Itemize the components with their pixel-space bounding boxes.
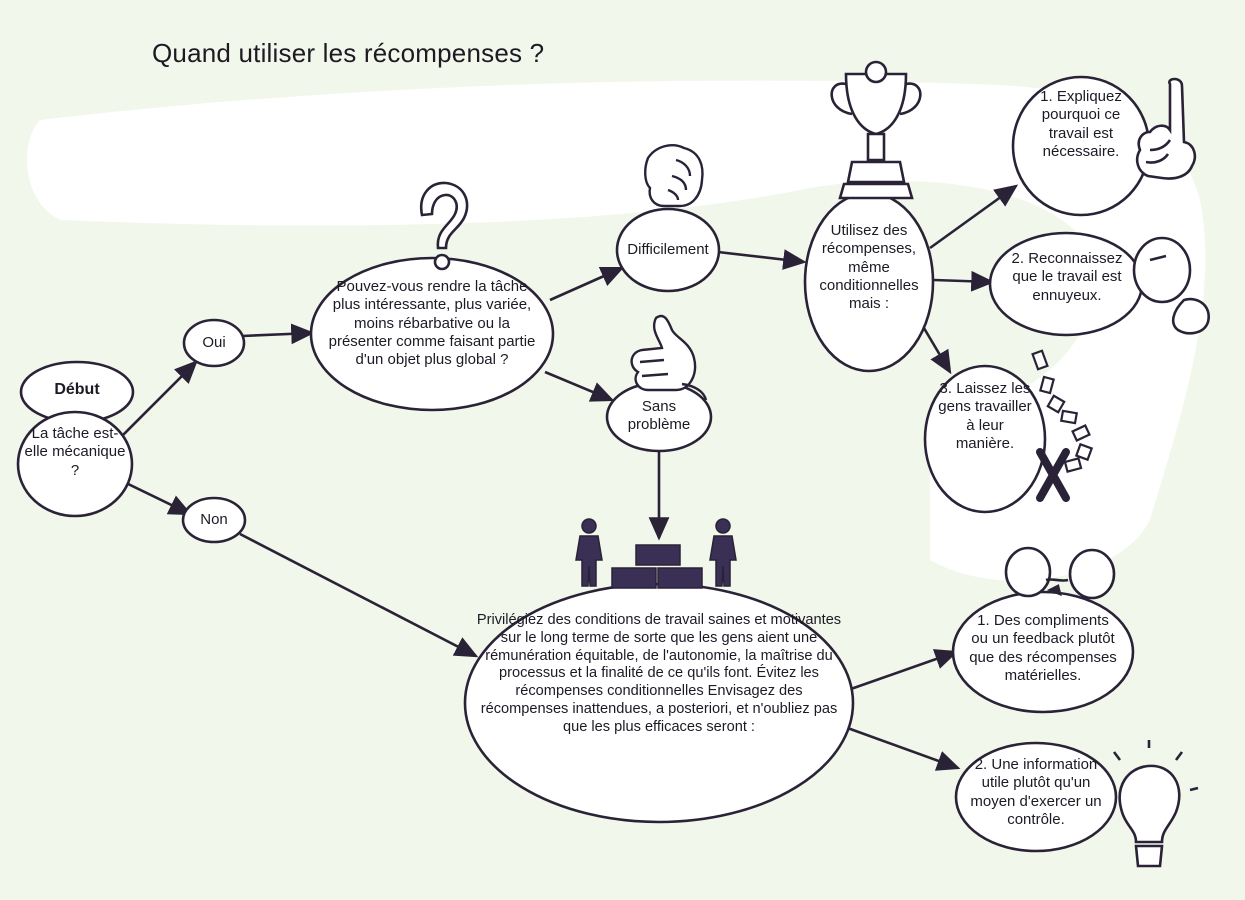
node-step2-label: 2. Reconnaissez que le travail est ennuyeux. — [1011, 250, 1123, 304]
node-debut-label: Début — [54, 381, 100, 398]
arrow-question-difficilement — [550, 268, 622, 300]
arrow-start-non — [120, 480, 190, 514]
arrow-oui-question — [242, 333, 312, 336]
node-step1-label: 1. Expliquez pourquoi ce travail est nécessaire. — [1040, 88, 1122, 160]
arrow-utilisez-step2 — [934, 280, 992, 282]
question-mark-icon — [421, 183, 467, 269]
node-information-label: 2. Une information utile plutôt qu'un moyen d'exercer un contrôle. — [970, 756, 1102, 828]
node-oui-label: Oui — [202, 334, 226, 351]
node-start-question-label: La tâche est-elle mécanique ? — [24, 425, 126, 479]
page-title: Quand utiliser les récompenses ? — [152, 38, 545, 68]
node-privilegiez-label: Privilégiez des conditions de travail saines et motivantes sur le long terme de sorte que les gens aient une rémunération équitable, de l'autonomie, la maîtrise du processus et la finalité de ce qu'ils font. Évitez les récompenses conditionnelles Envisagez des récompenses inattendues, a posteriori, et n'oubliez pas que les plus efficaces seront : — [476, 612, 842, 735]
arrow-non-privilegiez — [240, 534, 476, 656]
arrow-utilisez-step1 — [930, 186, 1016, 248]
node-utilisez-label: Utilisez des récompenses, même conditionnelles mais : — [819, 222, 919, 313]
node-question-label: Pouvez-vous rendre la tâche plus intéressante, plus variée, moins rébarbative ou la présenter comme faisant partie d'un objet plus global ? — [328, 278, 536, 369]
arrow-difficilement-utilisez — [718, 252, 804, 262]
node-non-label: Non — [200, 511, 228, 528]
arrow-privilegiez-compliments — [848, 652, 956, 690]
thumbs-down-icon — [645, 145, 702, 206]
workers-bricks-icon — [576, 519, 736, 588]
arrow-question-sansprobleme — [545, 372, 612, 400]
node-step3-label: 3. Laissez les gens travailler à leur manière. — [938, 380, 1032, 452]
node-sansprobleme-label: Sans problème — [627, 398, 691, 434]
thumbs-up-icon — [632, 316, 706, 400]
node-compliments-label: 1. Des compliments ou un feedback plutôt que des récompenses matérielles. — [969, 612, 1117, 684]
node-difficilement-label: Difficilement — [627, 241, 709, 258]
light-bulb-icon — [1114, 740, 1198, 866]
arrow-privilegiez-information — [842, 726, 958, 768]
